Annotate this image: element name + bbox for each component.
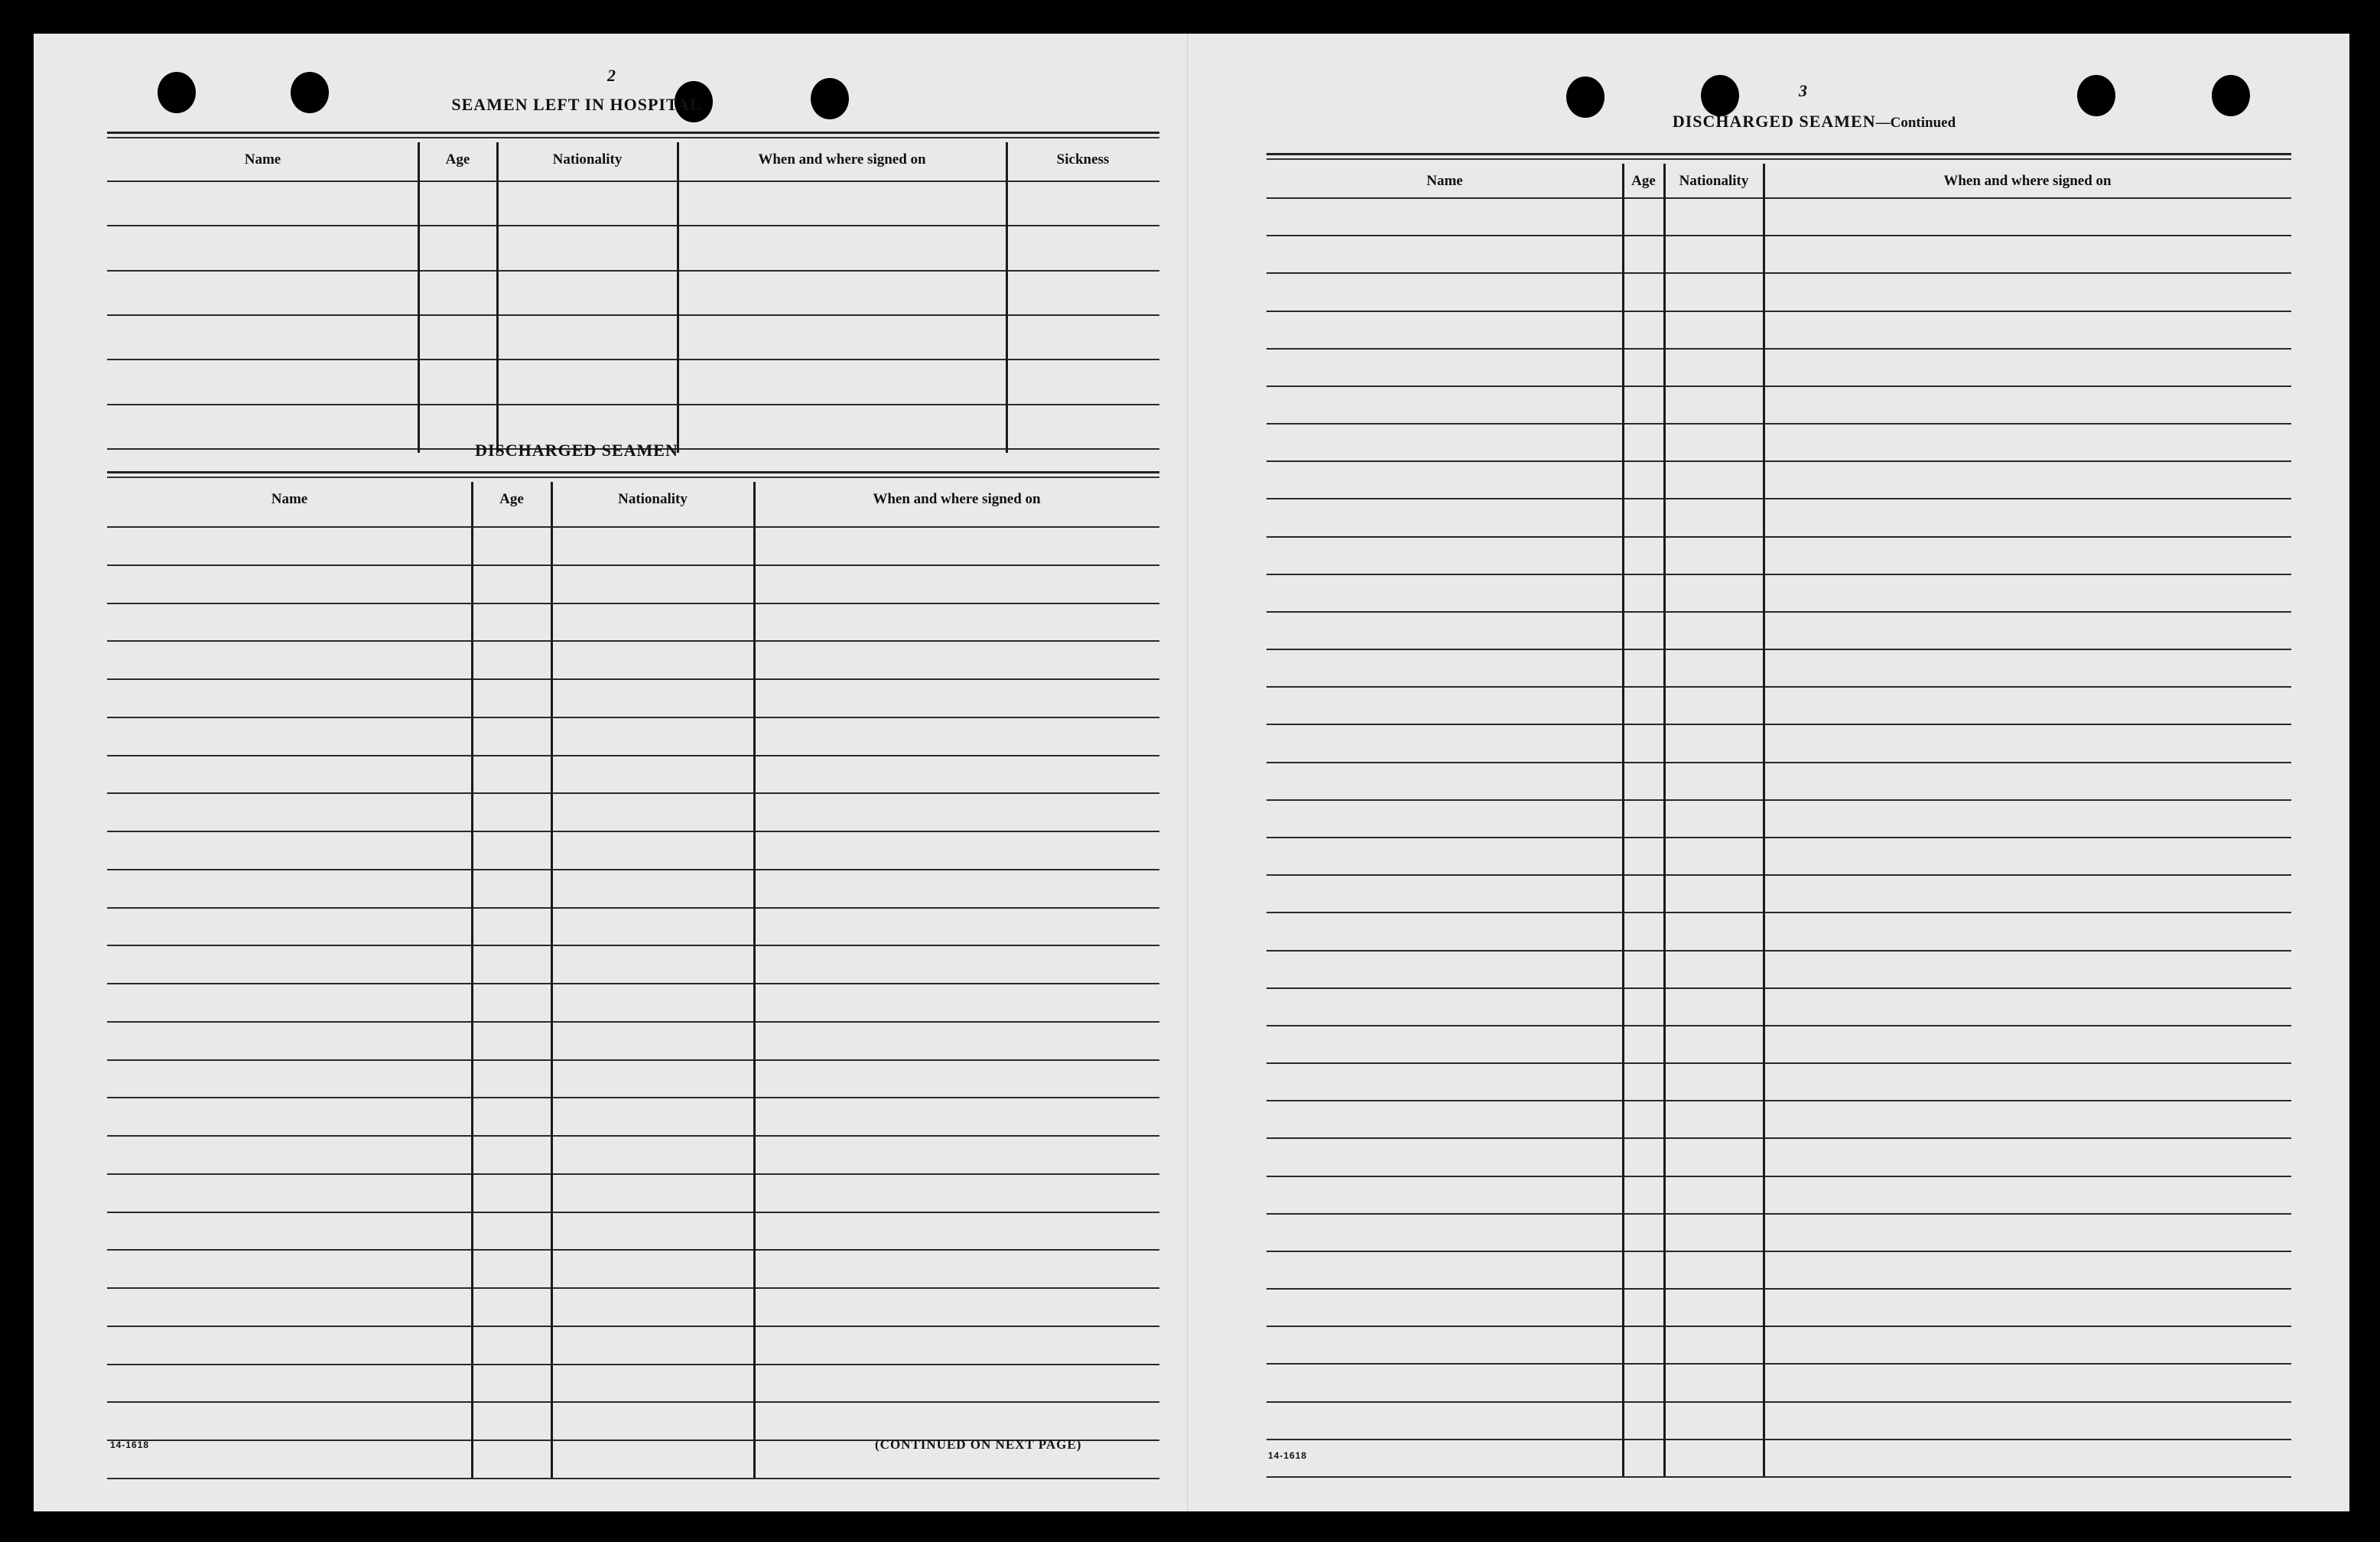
table-row xyxy=(107,678,1159,717)
table-row xyxy=(107,755,1159,793)
column-header: Nationality xyxy=(1679,173,1749,189)
table-row xyxy=(1266,498,2291,535)
table-row xyxy=(1266,536,2291,574)
column-divider xyxy=(1006,142,1008,453)
discharged-continued-table xyxy=(1266,153,2291,1476)
table-row xyxy=(107,1212,1159,1250)
table-row xyxy=(1266,724,2291,761)
table-row xyxy=(107,1173,1159,1212)
table-row xyxy=(107,564,1159,603)
table-row xyxy=(107,1326,1159,1364)
table-row xyxy=(107,945,1159,983)
table-row xyxy=(107,314,1159,359)
table-top-rule xyxy=(1266,158,2291,160)
table-row xyxy=(1266,1251,2291,1288)
table-row xyxy=(107,717,1159,755)
table-row xyxy=(1266,950,2291,987)
row-rule xyxy=(1266,1476,2291,1478)
table-row xyxy=(107,1135,1159,1173)
table-row xyxy=(107,983,1159,1021)
section-title-suffix: —Continued xyxy=(1875,115,1956,131)
table-row xyxy=(1266,1363,2291,1400)
section-title-text: DISCHARGED SEAMEN xyxy=(1672,112,1876,131)
column-header: Age xyxy=(445,151,470,168)
table-top-rule xyxy=(107,471,1159,473)
column-header: When and where signed on xyxy=(758,151,926,168)
table-row xyxy=(1266,235,2291,272)
table-row xyxy=(107,526,1159,564)
table-row xyxy=(1266,1025,2291,1062)
column-header: Name xyxy=(244,151,281,168)
column-header: When and where signed on xyxy=(873,491,1041,507)
table-row xyxy=(1266,912,2291,949)
column-divider xyxy=(677,142,679,453)
table-row xyxy=(1266,1137,2291,1175)
section-title-discharged: DISCHARGED SEAMEN xyxy=(475,441,678,460)
column-divider xyxy=(471,482,473,1478)
table-top-rule xyxy=(107,132,1159,134)
punch-hole xyxy=(1701,75,1739,116)
table-row xyxy=(1266,272,2291,310)
punch-hole xyxy=(158,72,196,113)
table-row xyxy=(1266,686,2291,724)
table-row xyxy=(1266,1401,2291,1439)
table-row xyxy=(1266,386,2291,423)
table-row xyxy=(107,359,1159,403)
document-sheet xyxy=(34,34,2349,1511)
table-row xyxy=(107,181,1159,225)
table-row xyxy=(1266,311,2291,348)
row-rule xyxy=(107,1478,1159,1479)
table-row xyxy=(107,831,1159,869)
column-divider xyxy=(1622,164,1624,1476)
column-header: Nationality xyxy=(552,151,623,168)
table-row xyxy=(1266,574,2291,611)
table-row xyxy=(1266,1176,2291,1213)
column-header: Nationality xyxy=(618,491,688,507)
left-page xyxy=(34,34,1187,1511)
table-row xyxy=(1266,1100,2291,1137)
table-row xyxy=(107,225,1159,269)
column-divider xyxy=(753,482,756,1478)
page-number: 2 xyxy=(607,66,616,85)
column-header: Name xyxy=(271,491,308,507)
column-header: Sickness xyxy=(1056,151,1110,168)
table-row xyxy=(1266,348,2291,386)
table-row xyxy=(107,869,1159,907)
discharged-table xyxy=(107,471,1159,1478)
table-row xyxy=(107,270,1159,314)
punch-hole xyxy=(2077,75,2115,116)
table-row xyxy=(1266,1439,2291,1476)
column-divider xyxy=(1663,164,1666,1476)
table-row xyxy=(107,1364,1159,1402)
continued-note: (CONTINUED ON NEXT PAGE) xyxy=(875,1437,1082,1452)
table-row xyxy=(1266,1062,2291,1100)
hospital-table xyxy=(107,132,1159,453)
column-header: Age xyxy=(1631,173,1656,189)
column-divider xyxy=(496,142,499,453)
table-row xyxy=(107,1401,1159,1440)
punch-hole xyxy=(811,78,849,119)
column-divider xyxy=(551,482,553,1478)
right-page xyxy=(1187,34,2349,1511)
table-row xyxy=(107,603,1159,641)
table-row xyxy=(107,1287,1159,1326)
punch-hole xyxy=(291,72,329,113)
table-row xyxy=(107,640,1159,678)
table-row xyxy=(1266,762,2291,799)
table-top-rule xyxy=(1266,153,2291,155)
punch-hole xyxy=(1566,76,1605,118)
page-number: 3 xyxy=(1799,81,1807,100)
column-header: Name xyxy=(1426,173,1463,189)
table-row xyxy=(107,1097,1159,1135)
form-number: 14-1618 xyxy=(1268,1450,1308,1461)
table-top-rule xyxy=(107,477,1159,478)
section-title-hospital: SEAMEN LEFT IN HOSPITAL xyxy=(451,95,702,114)
table-row xyxy=(1266,611,2291,649)
column-header: Age xyxy=(499,491,524,507)
table-row xyxy=(1266,874,2291,912)
table-row xyxy=(107,907,1159,945)
table-row xyxy=(107,1059,1159,1098)
punch-hole xyxy=(2212,75,2250,116)
table-row xyxy=(1266,1326,2291,1363)
table-row xyxy=(1266,197,2291,235)
form-number: 14-1618 xyxy=(110,1440,150,1450)
table-row xyxy=(107,792,1159,831)
table-row xyxy=(1266,423,2291,460)
table-row xyxy=(1266,799,2291,837)
section-title-discharged-continued xyxy=(1615,112,2013,132)
table-top-rule xyxy=(107,137,1159,138)
table-row xyxy=(1266,837,2291,874)
table-row xyxy=(107,1021,1159,1059)
table-row xyxy=(1266,1288,2291,1326)
table-row xyxy=(1266,987,2291,1025)
column-divider xyxy=(418,142,420,453)
column-divider xyxy=(1763,164,1765,1476)
table-row xyxy=(107,1249,1159,1287)
table-row xyxy=(1266,1213,2291,1251)
table-row xyxy=(1266,460,2291,498)
table-row xyxy=(1266,649,2291,686)
column-header: When and where signed on xyxy=(1943,173,2112,189)
